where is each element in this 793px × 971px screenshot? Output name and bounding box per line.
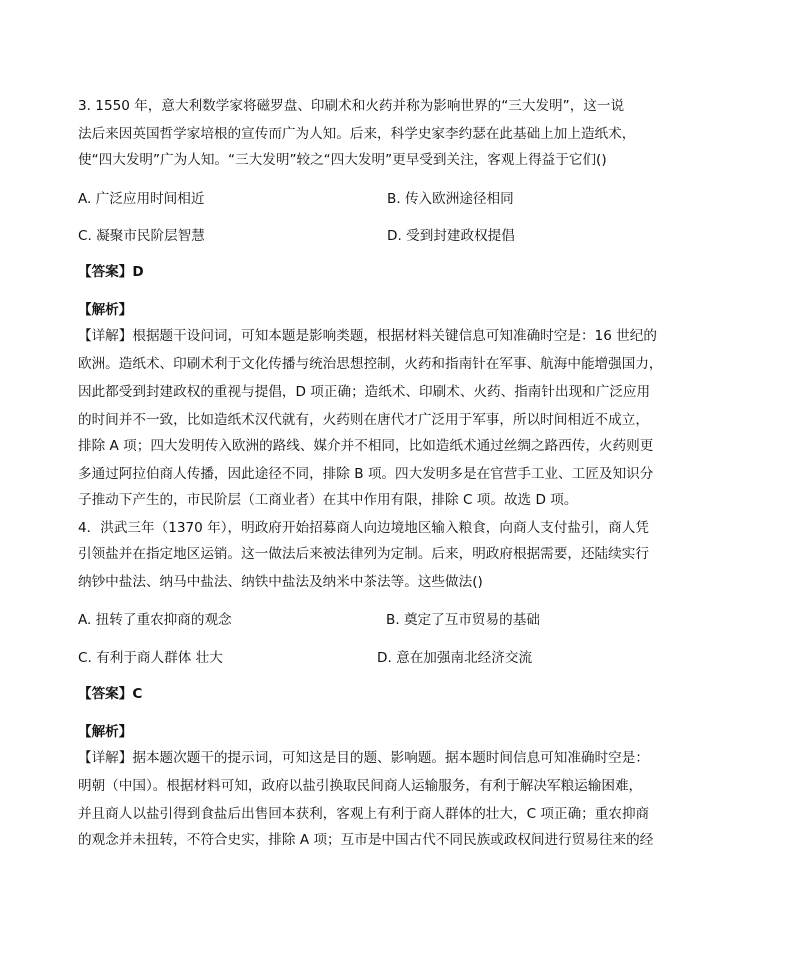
q3-option-c: C. 凝聚市民阶层智慧	[78, 228, 205, 244]
q3-detail-line-6: 多通过阿拉伯商人传播，因此途径不同，排除 B 项。四大发明多是在官营手工业、工匠及知识分	[78, 466, 654, 482]
q3-option-b: B. 传入欧洲途径相同	[387, 191, 514, 207]
q4-stem-line-3: 纳钞中盐法、纳马中盐法、纳铁中盐法及纳米中茶法等。这些做法()	[78, 574, 483, 590]
q4-detail-line-2: 明朝（中国）。根据材料可知，政府以盐引换取民间商人运输服务，有利于解决军粮运输困难，	[78, 778, 643, 794]
q3-option-d: D. 受到封建政权提倡	[387, 228, 515, 244]
q3-option-a: A. 广泛应用时间相近	[78, 191, 205, 207]
q4-option-a: A. 扭转了重农抑商的观念	[78, 612, 232, 628]
q4-detail-line-4: 的观念并未扭转，不符合史实，排除 A 项；互市是中国古代不同民族或政权间进行贸易往来的经	[78, 832, 654, 848]
q3-detail-line-7: 子推动下产生的，市民阶层（工商业者）在其中作用有限，排除 C 项。故选 D 项。	[78, 492, 578, 508]
q3-detail-line-4: 的时间并不一致，比如造纸术汉代就有，火药则在唐代才广泛用于军事，所以时间相近不成立，	[78, 412, 649, 428]
q4-stem-line-1: 4．洪武三年（1370 年），明政府开始招募商人向边境地区输入粮食，向商人支付盐引，商人凭	[78, 520, 649, 536]
q3-detail-line-5: 排除 A 项；四大发明传入欧洲的路线、媒介并不相同，比如造纸术通过丝绸之路西传，火药则更	[78, 438, 654, 454]
q3-stem-line-1: 3. 1550 年，意大利数学家将磁罗盘、印刷术和火药并称为影响世界的“三大发明”，这一说	[78, 98, 625, 114]
q4-option-d: D. 意在加强南北经济交流	[377, 650, 533, 666]
q3-detail-line-2: 欧洲。造纸术、印刷术利于文化传播与统治思想控制，火药和指南针在军事、航海中能增强国力，	[78, 356, 663, 372]
q4-option-b: B. 奠定了互市贸易的基础	[386, 612, 540, 628]
q4-option-c: C. 有利于商人群体 壮大	[78, 650, 223, 666]
q3-stem-line-3: 使“四大发明”广为人知。“三大发明”较之“四大发明”更早受到关注，客观上得益于它们()	[78, 152, 607, 168]
q4-analysis-label: 【解析】	[78, 724, 133, 740]
q3-stem-line-2: 法后来因英国哲学家培根的宣传而广为人知。后来，科学史家李约瑟在此基础上加上造纸术，	[78, 126, 636, 142]
q4-detail-line-1: 【详解】据本题次题干的提示词，可知这是目的题、影响题。据本题时间信息可知准确时空是：	[78, 750, 649, 766]
q4-stem-line-2: 引领盐并在指定地区运销。这一做法后来被法律列为定制。后来，明政府根据需要，还陆续实行	[78, 546, 649, 562]
q3-answer: 【答案】D	[78, 264, 144, 280]
q3-analysis-label: 【解析】	[78, 302, 133, 318]
q4-detail-line-3: 并且商人以盐引得到食盐后出售回本获利，客观上有利于商人群体的壮大，C 项正确；重农抑商	[78, 806, 650, 822]
q4-answer: 【答案】C	[78, 686, 143, 702]
q3-detail-line-1: 【详解】根据题干设问词，可知本题是影响类题，根据材料关键信息可知准确时空是：16 世纪的	[78, 328, 657, 344]
q3-detail-line-3: 因此都受到封建政权的重视与提倡，D 项正确；造纸术、印刷术、火药、指南针出现和广泛应用	[78, 384, 651, 400]
